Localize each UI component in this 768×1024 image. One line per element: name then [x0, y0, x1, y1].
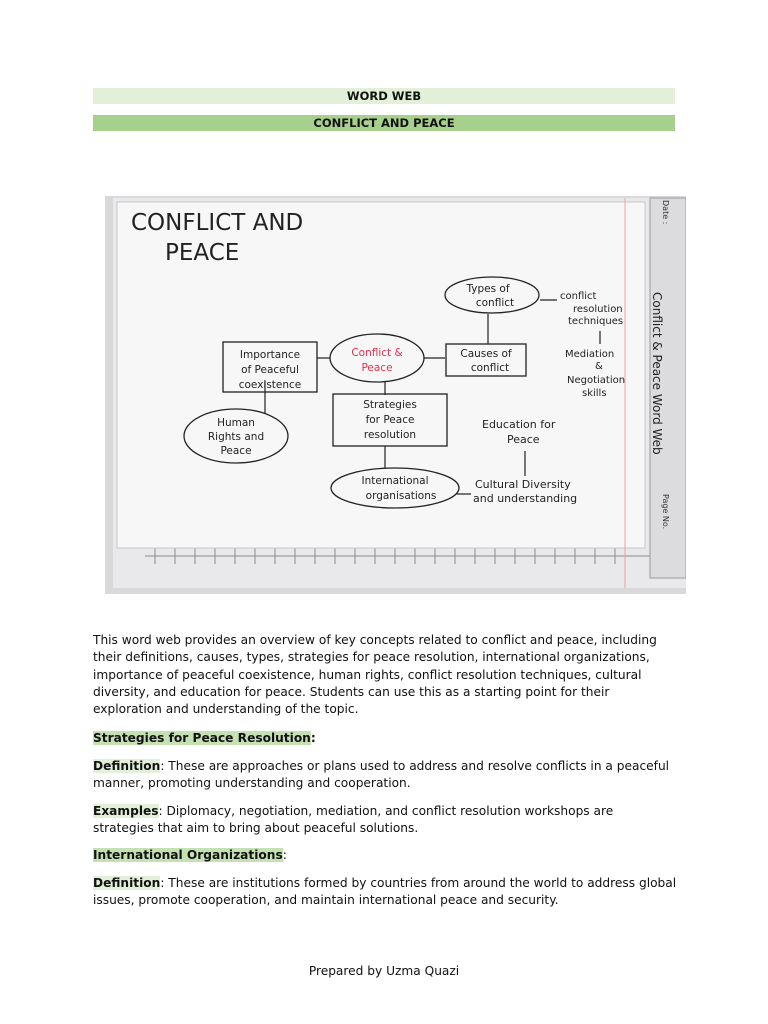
examples-label: Examples [93, 804, 159, 818]
education-line2: Peace [507, 433, 540, 446]
intl-definition-label: Definition [93, 876, 161, 890]
human-rights-line3: Peace [220, 445, 252, 457]
strategies-heading [93, 730, 677, 747]
doc-title-band: WORD WEB [93, 88, 675, 104]
importance-line3: coexistence [238, 379, 302, 391]
strategies-definition [93, 758, 677, 793]
causes-line2: conflict [470, 362, 510, 374]
strategies-examples [93, 803, 677, 838]
human-rights-line2: Rights and [207, 431, 265, 443]
cultural-line2: and understanding [473, 492, 578, 505]
date-label: Date : [661, 200, 670, 225]
strategies-line1: Strategies [363, 399, 417, 411]
intl-heading [93, 847, 677, 864]
notebook-heading-line2: PEACE [165, 240, 240, 266]
mediation-line1: Mediation [565, 349, 615, 360]
international-line1: International [361, 475, 429, 487]
intl-definition-text: : These are institutions formed by countries from around the world to address global issues, promote cooperation, and maintain international peace and security. [93, 876, 677, 908]
strategies-heading-colon: : [310, 731, 316, 745]
side-title: Conflict & Peace Word Web [650, 292, 664, 455]
doc-subtitle-band: CONFLICT AND PEACE [93, 115, 675, 131]
strategies-line3: resolution [363, 429, 417, 441]
mediation-line3: Negotiation [567, 375, 626, 386]
importance-line1: Importance [239, 349, 301, 361]
page-label: Page No. [661, 494, 670, 530]
intl-heading-text: International Organizations [93, 848, 283, 862]
techniques-line3: techniques [568, 316, 624, 327]
intl-definition [93, 875, 677, 910]
footer-credit: Prepared by Uzma Quazi [308, 964, 460, 978]
types-line1: Types of [466, 283, 510, 295]
education-line1: Education for [482, 418, 556, 431]
word-web-photo [105, 196, 686, 594]
intro-paragraph: This word web provides an overview of key concepts related to conflict and peace, including their definitions, causes, types, strategies for peace resolution, international organizations, importance of peaceful coexistence, human rights, conflict resolution techniques, cultural diversity, and education for peace. Students can use this as a starting point for their exploration and understanding of the topic. [93, 633, 657, 717]
types-line2: conflict [475, 297, 515, 309]
notebook-heading-line1: CONFLICT AND [131, 210, 304, 236]
definition-label: Definition [93, 759, 161, 773]
human-rights-line1: Human [217, 417, 255, 429]
international-line2: organisations [365, 490, 437, 502]
mediation-line4: skills [582, 388, 607, 399]
strategies-examples-text: : Diplomacy, negotiation, mediation, and conflict resolution workshops are strategies that aim to bring about peaceful solutions. [93, 804, 614, 836]
mediation-line2: & [595, 361, 603, 372]
intl-heading-colon: : [282, 848, 287, 862]
cultural-line1: Cultural Diversity [475, 478, 571, 491]
techniques-line2: resolution [573, 304, 623, 315]
strategies-definition-text: : These are approaches or plans used to address and resolve conflicts in a peaceful manner, promoting understanding and cooperation. [93, 759, 670, 791]
causes-line1: Causes of [460, 348, 512, 360]
center-line1: Conflict & [351, 347, 403, 359]
importance-line2: of Peaceful [241, 364, 299, 376]
strategies-line2: for Peace [365, 414, 415, 426]
strategies-heading-text: Strategies for Peace Resolution [93, 731, 311, 745]
techniques-line1: conflict [560, 291, 597, 302]
center-line2: Peace [361, 362, 393, 374]
